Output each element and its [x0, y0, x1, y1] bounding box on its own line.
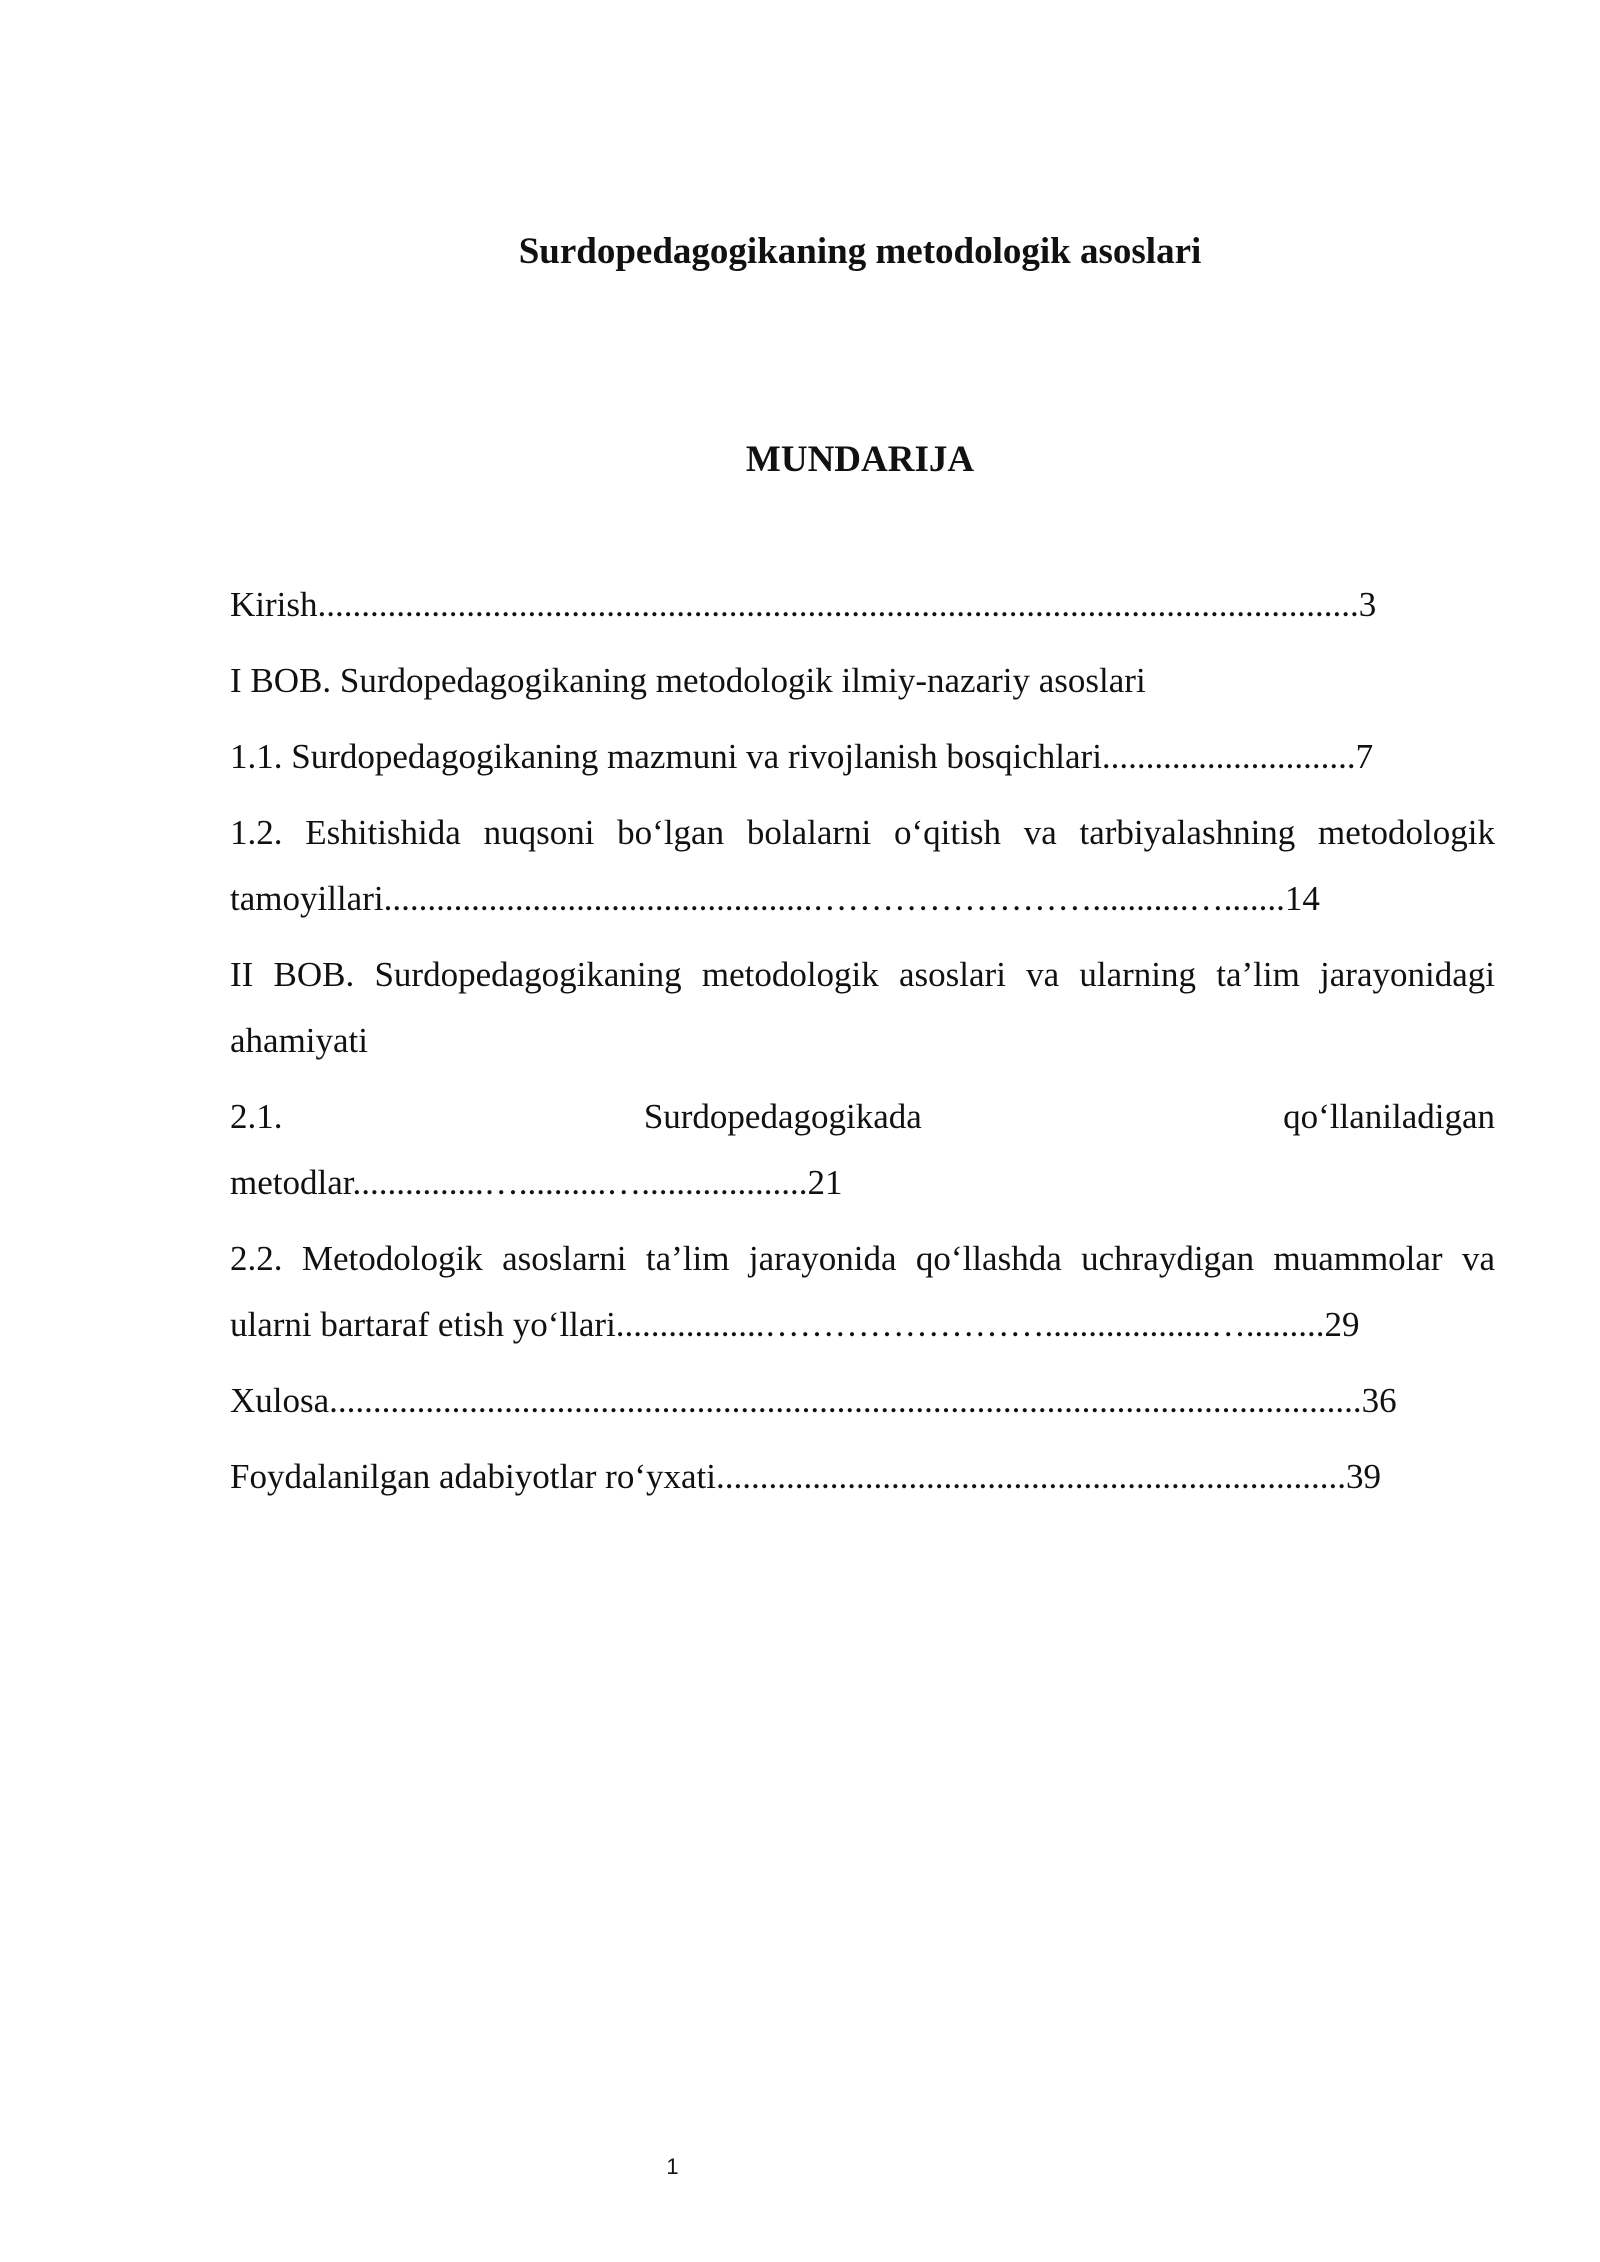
toc-entry-chapter-2-line1: II BOB. Surdopedagogikaning metodologik asoslari va ularning ta’lim jarayonidagi	[230, 955, 1495, 994]
toc-entry-xulosa: Xulosa......................................................................................................................36	[230, 1381, 1397, 1420]
toc-entry-section-2-1-word1: Surdopedagogikada	[643, 1097, 922, 1136]
toc-heading: MUNDARIJA	[745, 439, 975, 480]
toc-entry-chapter-2	[230, 942, 1495, 1074]
toc-entry-section-2-2-line1: 2.2. Metodologik asoslarni ta’lim jarayonida qo‘llashda uchraydigan muammolar va	[230, 1239, 1495, 1278]
toc-entry-chapter-1: I BOB. Surdopedagogikaning metodologik ilmiy-nazariy asoslari	[230, 661, 1146, 700]
toc-entry-section-1-2-line1: 1.2. Eshitishida nuqsoni bo‘lgan bolalarni o‘qitish va tarbiyalashning metodologik	[230, 813, 1495, 852]
toc-entry-section-2-1-line1	[230, 1084, 1495, 1150]
toc-entry-section-2-1	[230, 1084, 1495, 1216]
toc-entry-section-1-1: 1.1. Surdopedagogikaning mazmuni va rivojlanish bosqichlari.............................7	[230, 737, 1374, 776]
toc-entry-chapter-2-line2: ahamiyati	[230, 1021, 369, 1060]
toc-entry-section-1-2	[230, 800, 1495, 932]
toc-entry-section-2-1-word2: qo‘llaniladigan	[1283, 1097, 1495, 1136]
toc-entry-adabiyotlar: Foydalanilgan adabiyotlar ro‘yxati........................................................................39	[230, 1457, 1381, 1496]
table-of-contents	[230, 572, 1495, 1520]
toc-entry-section-2-2	[230, 1226, 1495, 1358]
toc-entry-section-2-1-number: 2.1.	[230, 1097, 283, 1136]
toc-entry-kirish: Kirish.......................................................................................................................3	[230, 585, 1377, 624]
toc-entry-section-1-2-line2: tamoyillari.................................................……………………...........….......14	[230, 879, 1320, 918]
toc-entry-section-2-1-line2: metodlar...............…..........…...................21	[230, 1163, 843, 1202]
toc-entry-section-2-2-line2: ularni bartaraf etish yo‘llari.................……………………...................….........29	[230, 1305, 1360, 1344]
document-title: Surdopedagogikaning metodologik asoslari	[518, 231, 1202, 272]
page-number: 1	[666, 2154, 679, 2179]
